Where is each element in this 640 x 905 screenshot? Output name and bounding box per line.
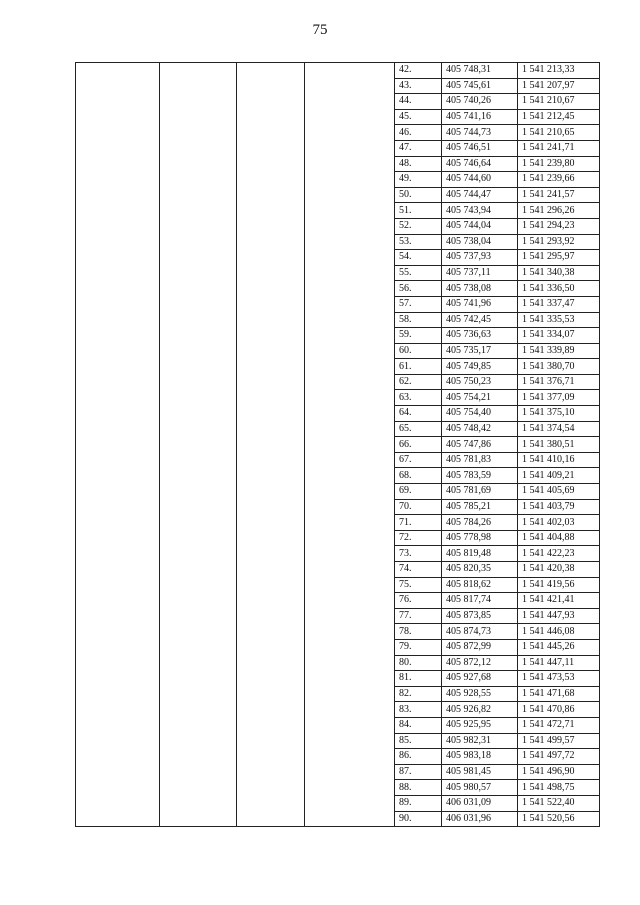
y-coordinate-cell: 1 541 446,08	[518, 624, 600, 640]
y-coordinate-cell: 1 541 207,97	[518, 78, 600, 94]
x-coordinate-cell: 405 740,26	[442, 94, 518, 110]
y-coordinate-cell: 1 541 421,41	[518, 593, 600, 609]
point-number-cell: 56.	[395, 281, 442, 297]
point-number-cell: 78.	[395, 624, 442, 640]
x-coordinate-cell: 405 746,64	[442, 156, 518, 172]
point-number-cell: 85.	[395, 733, 442, 749]
point-number-cell: 53.	[395, 234, 442, 250]
y-coordinate-cell: 1 541 339,89	[518, 343, 600, 359]
empty-merged-cell	[76, 63, 160, 827]
point-number-cell: 51.	[395, 203, 442, 219]
x-coordinate-cell: 405 781,83	[442, 452, 518, 468]
x-coordinate-cell: 405 738,04	[442, 234, 518, 250]
x-coordinate-cell: 405 981,45	[442, 764, 518, 780]
y-coordinate-cell: 1 541 293,92	[518, 234, 600, 250]
x-coordinate-cell: 405 741,16	[442, 109, 518, 125]
y-coordinate-cell: 1 541 294,23	[518, 218, 600, 234]
x-coordinate-cell: 405 872,12	[442, 655, 518, 671]
x-coordinate-cell: 406 031,09	[442, 795, 518, 811]
point-number-cell: 87.	[395, 764, 442, 780]
point-number-cell: 54.	[395, 250, 442, 266]
y-coordinate-cell: 1 541 410,16	[518, 452, 600, 468]
x-coordinate-cell: 405 738,08	[442, 281, 518, 297]
y-coordinate-cell: 1 541 419,56	[518, 577, 600, 593]
point-number-cell: 69.	[395, 484, 442, 500]
y-coordinate-cell: 1 541 375,10	[518, 406, 600, 422]
point-number-cell: 63.	[395, 390, 442, 406]
coordinates-table-body	[76, 63, 600, 827]
x-coordinate-cell: 405 735,17	[442, 343, 518, 359]
x-coordinate-cell: 405 742,45	[442, 312, 518, 328]
x-coordinate-cell: 405 785,21	[442, 499, 518, 515]
x-coordinate-cell: 405 754,40	[442, 406, 518, 422]
x-coordinate-cell: 405 744,47	[442, 187, 518, 203]
point-number-cell: 49.	[395, 172, 442, 188]
point-number-cell: 71.	[395, 515, 442, 531]
point-number-cell: 60.	[395, 343, 442, 359]
x-coordinate-cell: 405 926,82	[442, 702, 518, 718]
point-number-cell: 88.	[395, 780, 442, 796]
y-coordinate-cell: 1 541 295,97	[518, 250, 600, 266]
y-coordinate-cell: 1 541 336,50	[518, 281, 600, 297]
point-number-cell: 67.	[395, 452, 442, 468]
point-number-cell: 84.	[395, 717, 442, 733]
empty-merged-cell	[160, 63, 237, 827]
y-coordinate-cell: 1 541 405,69	[518, 484, 600, 500]
y-coordinate-cell: 1 541 241,71	[518, 140, 600, 156]
x-coordinate-cell: 405 872,99	[442, 639, 518, 655]
y-coordinate-cell: 1 541 447,11	[518, 655, 600, 671]
x-coordinate-cell: 405 873,85	[442, 608, 518, 624]
x-coordinate-cell: 405 737,11	[442, 265, 518, 281]
y-coordinate-cell: 1 541 447,93	[518, 608, 600, 624]
x-coordinate-cell: 405 746,51	[442, 140, 518, 156]
point-number-cell: 77.	[395, 608, 442, 624]
x-coordinate-cell: 405 783,59	[442, 468, 518, 484]
y-coordinate-cell: 1 541 522,40	[518, 795, 600, 811]
y-coordinate-cell: 1 541 497,72	[518, 749, 600, 765]
empty-merged-cell	[237, 63, 305, 827]
x-coordinate-cell: 405 736,63	[442, 328, 518, 344]
point-number-cell: 64.	[395, 406, 442, 422]
x-coordinate-cell: 405 928,55	[442, 686, 518, 702]
x-coordinate-cell: 405 750,23	[442, 374, 518, 390]
x-coordinate-cell: 405 819,48	[442, 546, 518, 562]
x-coordinate-cell: 405 980,57	[442, 780, 518, 796]
x-coordinate-cell: 405 743,94	[442, 203, 518, 219]
x-coordinate-cell: 405 747,86	[442, 437, 518, 453]
x-coordinate-cell: 405 820,35	[442, 562, 518, 578]
y-coordinate-cell: 1 541 213,33	[518, 63, 600, 79]
y-coordinate-cell: 1 541 472,71	[518, 717, 600, 733]
point-number-cell: 82.	[395, 686, 442, 702]
y-coordinate-cell: 1 541 409,21	[518, 468, 600, 484]
x-coordinate-cell: 405 818,62	[442, 577, 518, 593]
x-coordinate-cell: 405 778,98	[442, 530, 518, 546]
x-coordinate-cell: 405 874,73	[442, 624, 518, 640]
point-number-cell: 47.	[395, 140, 442, 156]
y-coordinate-cell: 1 541 380,51	[518, 437, 600, 453]
y-coordinate-cell: 1 541 340,38	[518, 265, 600, 281]
point-number-cell: 86.	[395, 749, 442, 765]
point-number-cell: 68.	[395, 468, 442, 484]
point-number-cell: 81.	[395, 671, 442, 687]
point-number-cell: 89.	[395, 795, 442, 811]
point-number-cell: 76.	[395, 593, 442, 609]
y-coordinate-cell: 1 541 376,71	[518, 374, 600, 390]
y-coordinate-cell: 1 541 404,88	[518, 530, 600, 546]
x-coordinate-cell: 405 748,42	[442, 421, 518, 437]
point-number-cell: 83.	[395, 702, 442, 718]
y-coordinate-cell: 1 541 210,65	[518, 125, 600, 141]
point-number-cell: 65.	[395, 421, 442, 437]
y-coordinate-cell: 1 541 212,45	[518, 109, 600, 125]
x-coordinate-cell: 406 031,96	[442, 811, 518, 827]
y-coordinate-cell: 1 541 239,66	[518, 172, 600, 188]
x-coordinate-cell: 405 983,18	[442, 749, 518, 765]
point-number-cell: 66.	[395, 437, 442, 453]
table-row	[76, 63, 600, 79]
point-number-cell: 79.	[395, 639, 442, 655]
point-number-cell: 45.	[395, 109, 442, 125]
y-coordinate-cell: 1 541 374,54	[518, 421, 600, 437]
x-coordinate-cell: 405 748,31	[442, 63, 518, 79]
y-coordinate-cell: 1 541 296,26	[518, 203, 600, 219]
point-number-cell: 48.	[395, 156, 442, 172]
point-number-cell: 58.	[395, 312, 442, 328]
point-number-cell: 42.	[395, 63, 442, 79]
point-number-cell: 46.	[395, 125, 442, 141]
x-coordinate-cell: 405 744,60	[442, 172, 518, 188]
y-coordinate-cell: 1 541 420,38	[518, 562, 600, 578]
x-coordinate-cell: 405 754,21	[442, 390, 518, 406]
point-number-cell: 62.	[395, 374, 442, 390]
point-number-cell: 90.	[395, 811, 442, 827]
x-coordinate-cell: 405 982,31	[442, 733, 518, 749]
point-number-cell: 73.	[395, 546, 442, 562]
y-coordinate-cell: 1 541 498,75	[518, 780, 600, 796]
y-coordinate-cell: 1 541 499,57	[518, 733, 600, 749]
point-number-cell: 80.	[395, 655, 442, 671]
y-coordinate-cell: 1 541 473,53	[518, 671, 600, 687]
x-coordinate-cell: 405 817,74	[442, 593, 518, 609]
y-coordinate-cell: 1 541 445,26	[518, 639, 600, 655]
y-coordinate-cell: 1 541 337,47	[518, 296, 600, 312]
page-number: 75	[312, 22, 328, 38]
y-coordinate-cell: 1 541 402,03	[518, 515, 600, 531]
y-coordinate-cell: 1 541 241,57	[518, 187, 600, 203]
x-coordinate-cell: 405 744,73	[442, 125, 518, 141]
x-coordinate-cell: 405 781,69	[442, 484, 518, 500]
x-coordinate-cell: 405 744,04	[442, 218, 518, 234]
x-coordinate-cell: 405 749,85	[442, 359, 518, 375]
point-number-cell: 74.	[395, 562, 442, 578]
y-coordinate-cell: 1 541 403,79	[518, 499, 600, 515]
point-number-cell: 61.	[395, 359, 442, 375]
point-number-cell: 43.	[395, 78, 442, 94]
empty-merged-cell	[305, 63, 395, 827]
y-coordinate-cell: 1 541 380,70	[518, 359, 600, 375]
y-coordinate-cell: 1 541 377,09	[518, 390, 600, 406]
x-coordinate-cell: 405 737,93	[442, 250, 518, 266]
y-coordinate-cell: 1 541 210,67	[518, 94, 600, 110]
y-coordinate-cell: 1 541 496,90	[518, 764, 600, 780]
point-number-cell: 72.	[395, 530, 442, 546]
point-number-cell: 59.	[395, 328, 442, 344]
point-number-cell: 55.	[395, 265, 442, 281]
point-number-cell: 44.	[395, 94, 442, 110]
y-coordinate-cell: 1 541 422,23	[518, 546, 600, 562]
x-coordinate-cell: 405 784,26	[442, 515, 518, 531]
coordinates-table	[75, 62, 600, 827]
x-coordinate-cell: 405 741,96	[442, 296, 518, 312]
y-coordinate-cell: 1 541 520,56	[518, 811, 600, 827]
x-coordinate-cell: 405 745,61	[442, 78, 518, 94]
point-number-cell: 50.	[395, 187, 442, 203]
y-coordinate-cell: 1 541 335,53	[518, 312, 600, 328]
x-coordinate-cell: 405 925,95	[442, 717, 518, 733]
y-coordinate-cell: 1 541 239,80	[518, 156, 600, 172]
point-number-cell: 70.	[395, 499, 442, 515]
point-number-cell: 52.	[395, 218, 442, 234]
y-coordinate-cell: 1 541 470,86	[518, 702, 600, 718]
y-coordinate-cell: 1 541 471,68	[518, 686, 600, 702]
point-number-cell: 57.	[395, 296, 442, 312]
y-coordinate-cell: 1 541 334,07	[518, 328, 600, 344]
point-number-cell: 75.	[395, 577, 442, 593]
x-coordinate-cell: 405 927,68	[442, 671, 518, 687]
